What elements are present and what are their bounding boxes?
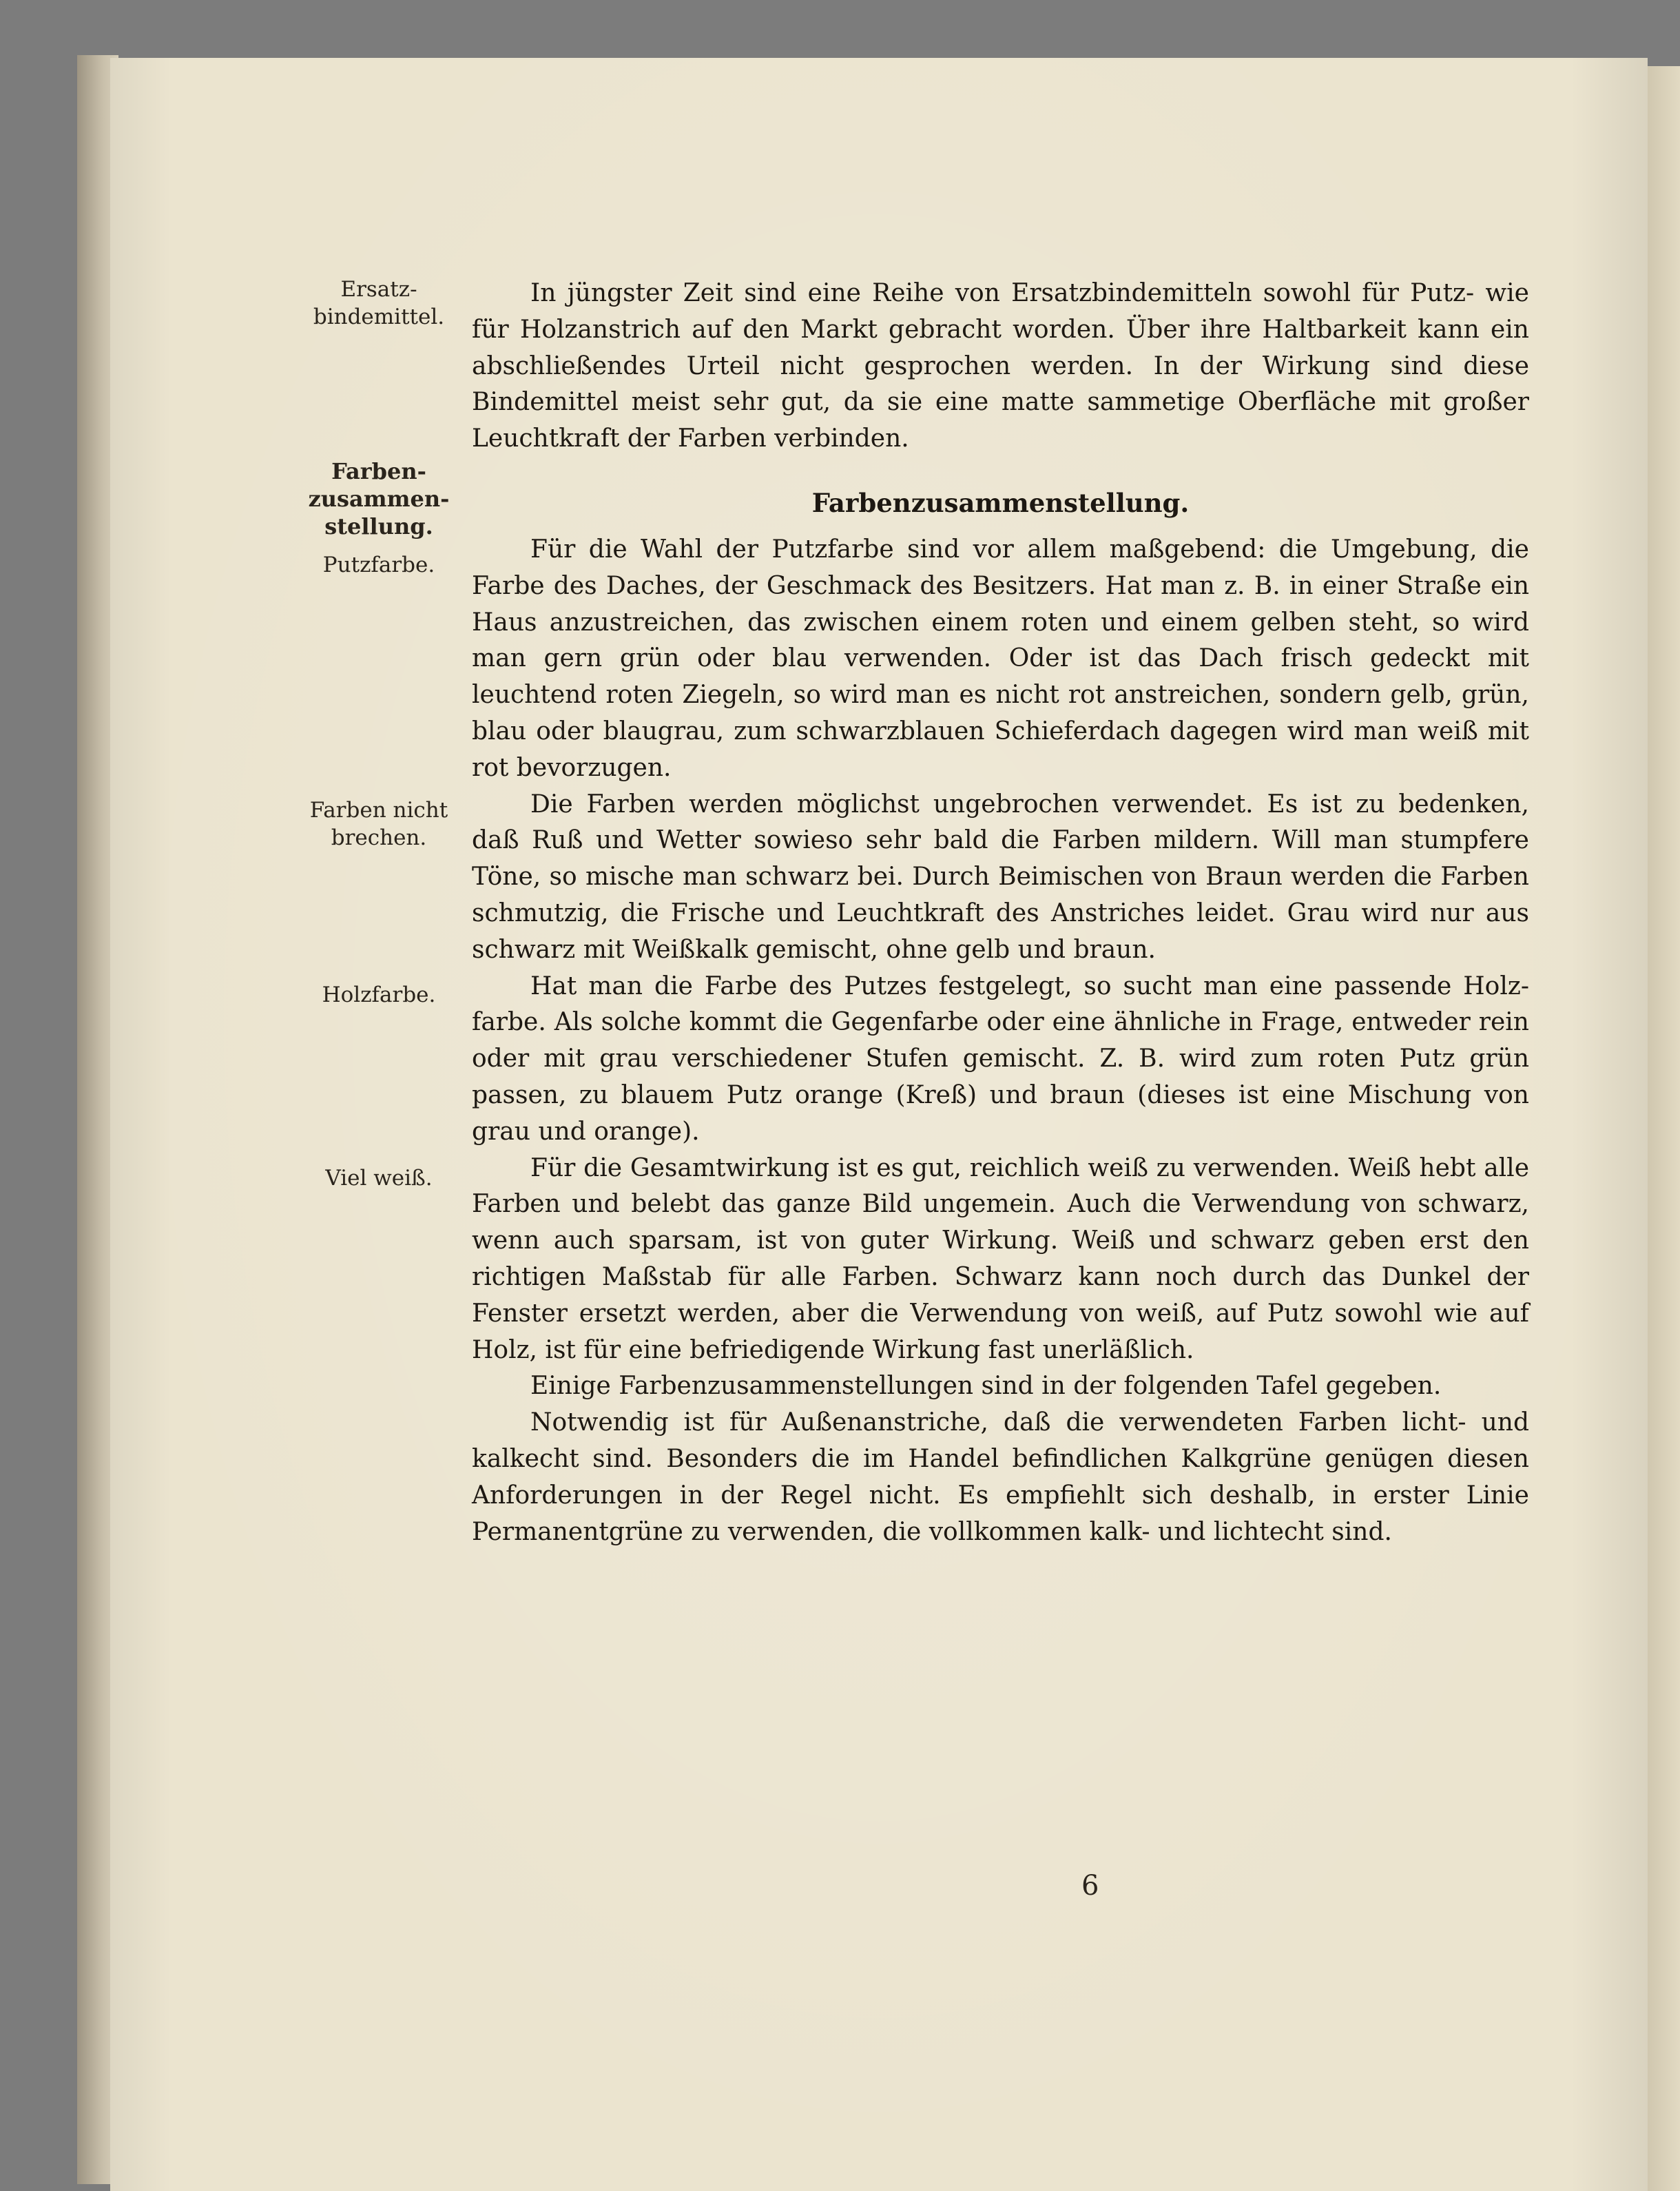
book-page [110,58,1648,2191]
page-number: 6 [1081,1870,1099,1902]
margin-note-text: Farben- zusammen- stellung. [308,458,450,539]
paragraph-farben-nicht-brechen: Die Farben werden möglichst ungebrochen verwendet. Es ist zu bedenken, daß Ruß und Wetter sowieso sehr bald die Farben mildern. Will man stumpfere Töne, so mische man schwarz bei. Durch Beimischen von Braun werden die Farben schmutzig, die Frische und Leuchtkraft des Anstriches leidet. Grau wird nur aus schwarz mit Weißkalk gemischt, ohne gelb und braun. [472,790,1529,964]
body-text-section-2 [472,532,1529,1550]
paragraph-lichtecht: Notwendig ist für Außenanstriche, daß die verwendeten Farben licht- und kalkecht sind. Besonders die im Handel befindlichen Kalkgrüne genügen diesen Anforderungen in der Regel nicht. Es empfiehlt sich deshalb, in erster Linie Permanentgrüne zu verwenden, die vollkommen kalk- und lichtecht sind. [472,1408,1529,1546]
paragraph-putzfarbe: Für die Wahl der Putzfarbe sind vor allem maßgebend: die Umgebung, die Farbe des Daches, der Geschmack des Besitzers. Hat man z. B. in einer Straße ein Haus anzustreichen, das zwischen einem roten und einem gelben steht, so wird man gern grün oder blau verwenden. Oder ist das Dach frisch gedeckt mit leuchtend roten Ziegeln, so wird man es nicht rot anstreichen, sondern gelb, grün, blau oder blaugrau, zum schwarzblauen Schieferdach dagegen wird man weiß mit rot bevorzugen. [472,535,1529,782]
section-heading: Farbenzusammenstellung. [811,488,1190,518]
paragraph-viel-weiss: Für die Gesamtwirkung ist es gut, reichlich weiß zu verwenden. Weiß hebt alle Farben und belebt das ganze Bild ungemein. Auch die Verwendung von schwarz, wenn auch sparsam, ist von guter Wirkung. Weiß und schwarz geben erst den richtigen Maßstab für alle Farben. Schwarz kann noch durch das Dunkel der Fenster ersetzt werden, aber die Verwendung von weiß, auf Putz sowohl wie auf Holz, ist für eine befriedigende Wirkung fast unerläßlich. [472,1153,1529,1364]
paragraph-holzfarbe: Hat man die Farbe des Putzes festgelegt, so sucht man eine passende Holz- farbe. Als solche kommt die Gegenfarbe oder eine ähnliche in Frage, entweder rein oder mit grau verschiedener Stufen gemischt. Z. B. wird zum roten Putz grün passen, zu blauem Putz orange (Kreß) und braun (dieses ist eine Mischung von grau und orange). [472,971,1529,1146]
paragraph-tafel-hinweis: Einige Farbenzusammenstellungen sind in der folgenden Tafel gegeben. [530,1372,1442,1401]
margin-note-text: Holzfarbe. [322,983,436,1007]
margin-note-viel-weiss [307,1164,451,1192]
next-page-edge [1646,66,1680,2191]
margin-note-ersatzbindemittel [307,276,451,331]
margin-note-text: Viel weiß. [325,1166,433,1191]
margin-note-putzfarbe [307,551,451,579]
paragraph-ersatzbindemittel: In jüngster Zeit sind eine Reihe von Ersatzbindemitteln sowohl für Putz- wie für Holzanstrich auf den Markt gebracht worden. Über ihre Haltbarkeit kann ein abschließendes Urteil nicht gesprochen werden. In der Wirkung sind diese Bindemittel meist sehr gut, da sie eine matte sammetige Oberfläche mit großer Leuchtkraft der Farben verbinden. [472,279,1529,453]
margin-note-farbenzusammenstellung [307,457,451,540]
margin-note-farben-nicht-brechen [307,796,451,852]
body-text-section-1 [472,276,1529,457]
margin-note-text: Putzfarbe. [322,553,435,577]
margin-note-text: Farben nicht brechen. [309,798,448,850]
margin-note-text: Ersatz- bindemittel. [313,277,445,329]
margin-note-holzfarbe [307,981,451,1009]
